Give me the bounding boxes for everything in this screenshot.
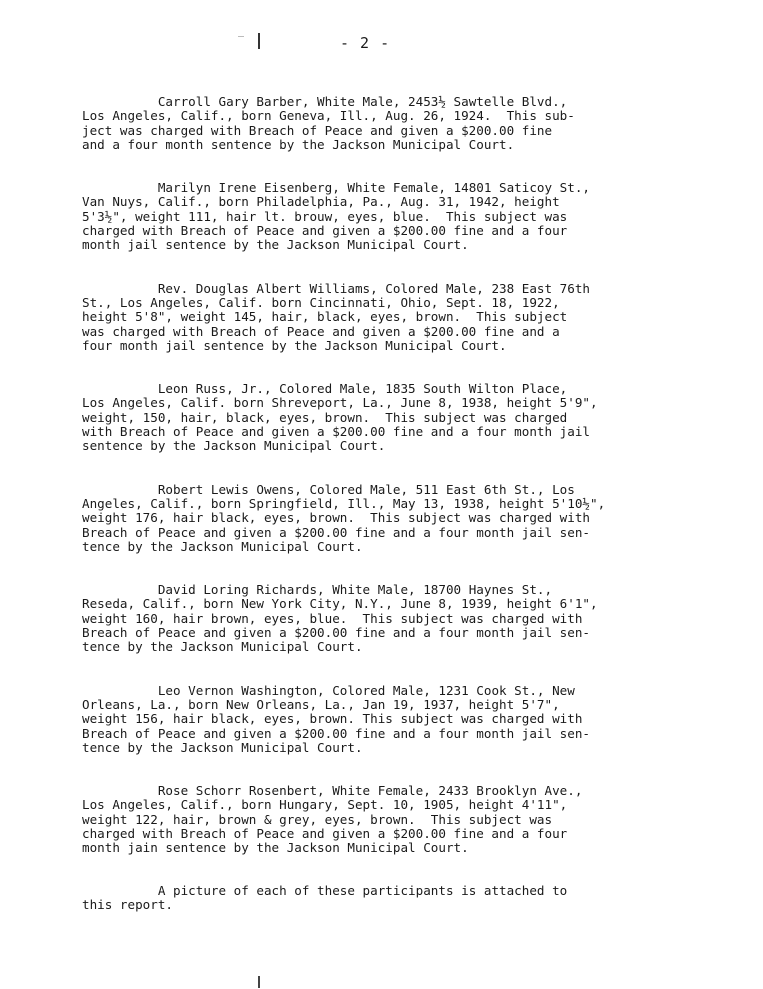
paragraph-eisenberg: Marilyn Irene Eisenberg, White Female, 14801 Saticoy St., Van Nuys, Calif., born Philadelphia, Pa., Aug. 31, 1942, height 5'3½", weight 111, hair lt. brouw, eyes, blue. This subject was charged with Breach of Peace and given a $200.00 fine and a four month jail sentence by the Jackson Municipal Court. [82,180,591,253]
paragraph-rosenbert: Rose Schorr Rosenbert, White Female, 2433 Brooklyn Ave., Los Angeles, Calif., born Hungary, Sept. 10, 1905, height 4'11", weight 122, hair, brown & grey, eyes, brown. This subject was charged with Breach of Peace and given a $200.00 fine and a four month jain sentence by the Jackson Municipal Court. [82,783,583,856]
paragraph-richards: David Loring Richards, White Male, 18700 Haynes St., Reseda, Calif., born New York City, N.Y., June 8, 1939, height 6'1", weight 160, hair brown, eyes, blue. This subject was charged with Breach of Peace and given a $200.00 fine and a four month jail sen- tence by the Jackson Municipal Court. [82,582,598,655]
document-body [82,95,702,941]
paragraph-owens: Robert Lewis Owens, Colored Male, 511 East 6th St., Los Angeles, Calif., born Springfield, Ill., May 13, 1938, height 5'10½", weight 176, hair black, eyes, brown. This subject was charged with Breach of Peace and given a $200.00 fine and a four month jail sen- tence by the Jackson Municipal Court. [82,481,606,554]
scan-mark-bottom [258,976,260,988]
page-number: - 2 - [340,34,391,52]
paragraph-russ: Leon Russ, Jr., Colored Male, 1835 South Wilton Place, Los Angeles, Calif. born Shreveport, La., June 8, 1938, height 5'9", weight, 150, hair, black, eyes, brown. This subject was charged with Breach of Peace and given a $200.00 fine and a four month jail sentence by the Jackson Municipal Court. [82,381,598,454]
scan-mark-faint [238,36,244,37]
paragraph-closing: A picture of each of these participants is attached to this report. [82,882,568,912]
paragraph-williams: Rev. Douglas Albert Williams, Colored Male, 238 East 76th St., Los Angeles, Calif. born Cincinnati, Ohio, Sept. 18, 1922, height 5'8", weight 145, hair, black, eyes, brown. This subject was charged with Breach of Peace and given a $200.00 fine and a four month jail sentence by the Jackson Municipal Court. [82,280,591,353]
paragraph-washington: Leo Vernon Washington, Colored Male, 1231 Cook St., New Orleans, La., born New Orleans, La., Jan 19, 1937, height 5'7", weight 156, hair black, eyes, brown. This subject was charged with Breach of Peace and given a $200.00 fine and a four month jail sen- tence by the Jackson Municipal Court. [82,682,590,755]
scan-mark-top [258,33,260,49]
paragraph-barber: Carroll Gary Barber, White Male, 2453½ Sawtelle Blvd., Los Angeles, Calif., born Geneva, Ill., Aug. 26, 1924. This sub- ject was charged with Breach of Peace and given a $200.00 fine and a four month sentence by the Jackson Municipal Court. [82,94,575,152]
